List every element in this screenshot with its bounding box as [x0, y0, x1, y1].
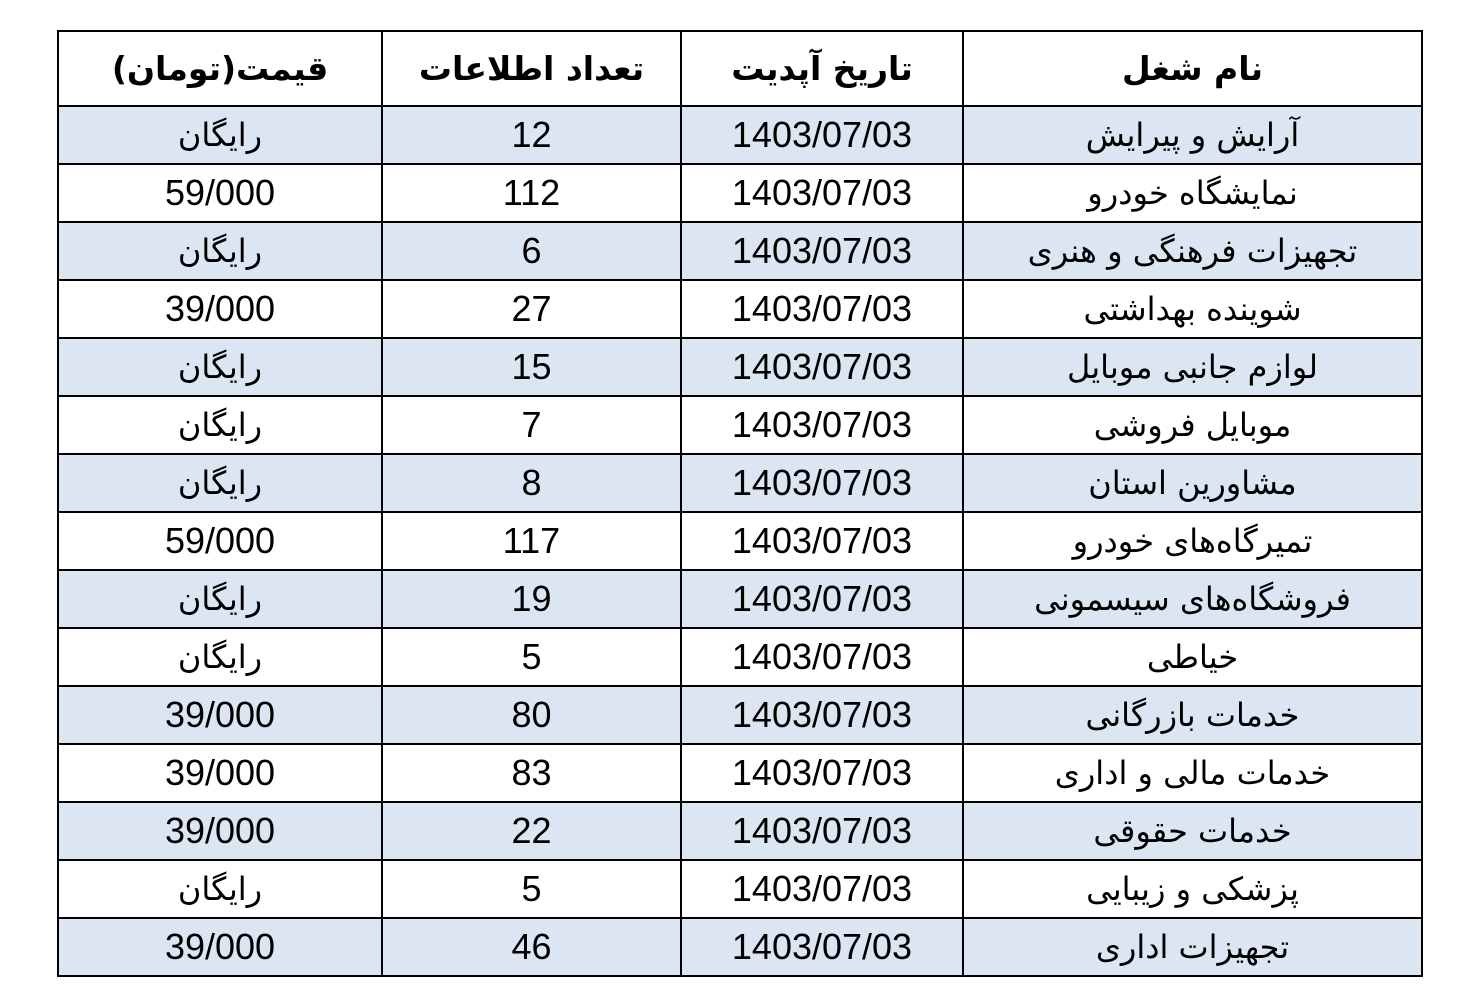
cell-job-name: تجهیزات اداری — [963, 918, 1422, 976]
table-row — [58, 802, 1422, 860]
cell-price: 39/000 — [58, 744, 382, 802]
cell-update-date: 1403/07/03 — [681, 686, 963, 744]
cell-job-name: مشاورین استان — [963, 454, 1422, 512]
header-info-count: تعداد اطلاعات — [382, 31, 681, 106]
table-row — [58, 106, 1422, 164]
table-row — [58, 570, 1422, 628]
data-table-container — [57, 30, 1421, 977]
cell-price: رایگان — [58, 570, 382, 628]
cell-job-name: موبایل فروشی — [963, 396, 1422, 454]
cell-price: 59/000 — [58, 164, 382, 222]
cell-info-count: 83 — [382, 744, 681, 802]
cell-update-date: 1403/07/03 — [681, 744, 963, 802]
cell-info-count: 19 — [382, 570, 681, 628]
table-row — [58, 454, 1422, 512]
cell-job-name: خدمات بازرگانی — [963, 686, 1422, 744]
cell-info-count: 46 — [382, 918, 681, 976]
cell-update-date: 1403/07/03 — [681, 512, 963, 570]
cell-update-date: 1403/07/03 — [681, 802, 963, 860]
cell-job-name: پزشکی و زیبایی — [963, 860, 1422, 918]
cell-price: 39/000 — [58, 918, 382, 976]
table-row — [58, 918, 1422, 976]
header-job-name: نام شغل — [963, 31, 1422, 106]
cell-info-count: 22 — [382, 802, 681, 860]
cell-price: رایگان — [58, 454, 382, 512]
table-row — [58, 860, 1422, 918]
cell-update-date: 1403/07/03 — [681, 222, 963, 280]
cell-job-name: خدمات حقوقی — [963, 802, 1422, 860]
cell-job-name: شوینده بهداشتی — [963, 280, 1422, 338]
table-row — [58, 164, 1422, 222]
cell-job-name: لوازم جانبی موبایل — [963, 338, 1422, 396]
cell-job-name: نمایشگاه خودرو — [963, 164, 1422, 222]
cell-update-date: 1403/07/03 — [681, 106, 963, 164]
cell-update-date: 1403/07/03 — [681, 280, 963, 338]
cell-update-date: 1403/07/03 — [681, 570, 963, 628]
cell-price: رایگان — [58, 860, 382, 918]
table-row — [58, 222, 1422, 280]
cell-price: 39/000 — [58, 802, 382, 860]
cell-info-count: 27 — [382, 280, 681, 338]
cell-info-count: 6 — [382, 222, 681, 280]
cell-job-name: تجهیزات فرهنگی و هنری — [963, 222, 1422, 280]
cell-update-date: 1403/07/03 — [681, 628, 963, 686]
cell-job-name: خیاطی — [963, 628, 1422, 686]
cell-info-count: 112 — [382, 164, 681, 222]
cell-price: رایگان — [58, 628, 382, 686]
cell-info-count: 7 — [382, 396, 681, 454]
jobs-table — [57, 30, 1423, 977]
table-row — [58, 338, 1422, 396]
cell-info-count: 80 — [382, 686, 681, 744]
cell-info-count: 15 — [382, 338, 681, 396]
cell-info-count: 117 — [382, 512, 681, 570]
cell-info-count: 12 — [382, 106, 681, 164]
table-row — [58, 280, 1422, 338]
table-row — [58, 686, 1422, 744]
cell-price: رایگان — [58, 396, 382, 454]
cell-price: 59/000 — [58, 512, 382, 570]
cell-update-date: 1403/07/03 — [681, 164, 963, 222]
cell-price: 39/000 — [58, 280, 382, 338]
table-row — [58, 628, 1422, 686]
cell-job-name: آرایش و پیرایش — [963, 106, 1422, 164]
cell-update-date: 1403/07/03 — [681, 338, 963, 396]
cell-update-date: 1403/07/03 — [681, 860, 963, 918]
cell-job-name: تمیرگاه‌های خودرو — [963, 512, 1422, 570]
cell-update-date: 1403/07/03 — [681, 396, 963, 454]
cell-info-count: 5 — [382, 628, 681, 686]
cell-price: رایگان — [58, 338, 382, 396]
cell-info-count: 5 — [382, 860, 681, 918]
table-row — [58, 512, 1422, 570]
cell-price: رایگان — [58, 106, 382, 164]
cell-price: 39/000 — [58, 686, 382, 744]
cell-job-name: فروشگاه‌های سیسمونی — [963, 570, 1422, 628]
header-update-date: تاریخ آپدیت — [681, 31, 963, 106]
cell-update-date: 1403/07/03 — [681, 918, 963, 976]
table-row — [58, 396, 1422, 454]
header-price: قیمت(تومان) — [58, 31, 382, 106]
header-row — [58, 31, 1422, 106]
cell-info-count: 8 — [382, 454, 681, 512]
cell-update-date: 1403/07/03 — [681, 454, 963, 512]
table-row — [58, 744, 1422, 802]
cell-job-name: خدمات مالی و اداری — [963, 744, 1422, 802]
cell-price: رایگان — [58, 222, 382, 280]
